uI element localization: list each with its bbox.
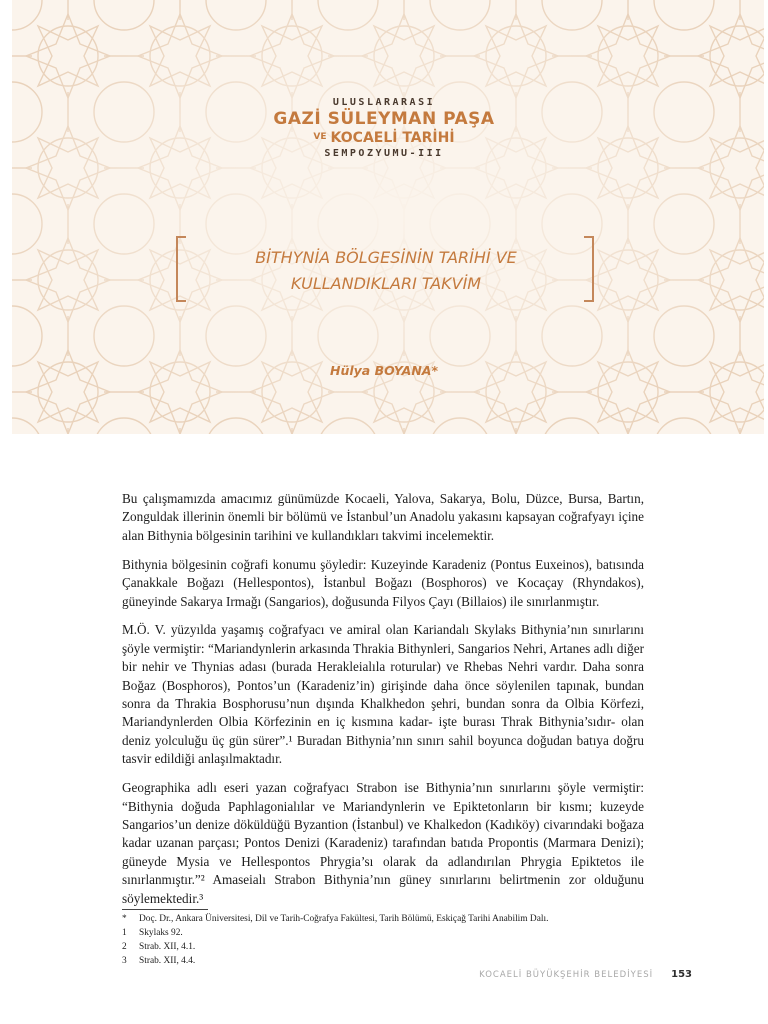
footnote-text: Skylaks 92. [139, 928, 183, 938]
symposium-logo [250, 96, 518, 161]
footnote-text: Strab. XII, 4.1. [139, 942, 196, 952]
title-bracket-right [584, 236, 594, 302]
paper-title-line-2: KULLANDIKLARI TAKVİM [290, 274, 482, 293]
logo-line-uluslararasi: ULUSLARARASI [332, 97, 436, 108]
paragraph-1: Bu çalışmamızda amacımız günümüzde Kocaeli, Yalova, Sakarya, Bolu, Düzce, Bursa, Bartın, Zonguldak illerinin önemli bir bölümü ve İstanbul’un Anadolu yakasını kapsayan coğrafyayı içine alan Bithynia bölgesinin tarihini ve kullandıkları takvimi incelemektir. [122, 491, 644, 543]
paper-title [196, 245, 576, 297]
footnote-item [122, 926, 682, 940]
footnote-divider [122, 909, 208, 910]
paper-title-line-1: BİTHYNİA BÖLGESİNİN TARİHİ VE [255, 248, 517, 267]
page-number: 153 [671, 969, 692, 980]
page-footer [470, 969, 692, 980]
logo-line-sempozyumu: SEMPOZYUMU-III [324, 148, 444, 159]
paragraph-2: Bithynia bölgesinin coğrafi konumu şöyledir: Kuzeyinde Karadeniz (Pontus Euxeinos), batısında Çanakkale Boğazı (Hellespontos), İstanbul Boğazı (Bosphoros) ve Kocaçay (Rhyndakos), güneyinde Sakarya Irmağı (Sangarios), doğusunda Filyos Çayı (Billaios) ile sınırlanmıştır. [122, 556, 644, 609]
footnote-marker: * [122, 914, 127, 924]
footnotes [122, 912, 682, 968]
footnote-marker: 2 [122, 942, 127, 952]
paragraph-4: Geographika adlı eseri yazan coğrafyacı Strabon ise Bithynia’nın sınırlarını şöyle vermiştir: “Bithynia doğuda Paphlagonialılar ve Mariandynlerin ve Epiktetonların bir kısmı; kuzeyde Sangarios’un denize döküldüğü Byzantion (İstanbul) ve Khalkedon (Kadıköy) civarındaki boğaza kadar uzanan parçası; Pontos Denizi (Karadeniz) tarafından batıda Propontis (Marmara Denizi); güneyde Mysia ve Hellespontos Phrygia’sı olarak da adlandırılan Phrygia Epiktetos ile sınırlanmıştır.”² Amaseialı Strabon Bithynia’nın güney sınırlarını belirtmenin zor olduğunu söylemektedir.³ [122, 780, 644, 906]
body-text [122, 490, 644, 919]
footnote-item [122, 912, 682, 926]
logo-kocaeli-tarihi-text: KOCAELİ TARİHİ [330, 130, 455, 146]
logo-ve: VE [313, 132, 327, 142]
title-bracket-left [176, 236, 186, 302]
footnote-item [122, 954, 682, 968]
logo-line-kocaeli-tarihi [250, 128, 518, 147]
footnote-marker: 3 [122, 956, 127, 966]
footer-publisher-label: KOCAELİ BÜYÜKŞEHİR BELEDİYESİ [479, 969, 654, 980]
logo-line-gazi-suleyman-pasa: GAZİ SÜLEYMAN PAŞA [273, 109, 495, 129]
paragraph-3: M.Ö. V. yüzyılda yaşamış coğrafyacı ve amiral olan Kariandalı Skylaks Bithynia’nın sınırlarını şöyle vermiştir: “Mariandynlerin arkasında Thrakia Bithynleri, Sangarios Nehri, Artanes adlı diğer bir nehir ve Thynias adası (burada Herakleialıla roturular) ve Rhebas Nehri vardır. Daha sonra Boğaz (Bosphoros), Pontos’un (Karadeniz’in) girişinde daha önce söylenilen tapınak, bundan sonra da Thrakia Bosphorusu’nun dışında Khalkhedon şehri, bundan sonra da Olbia Körfezi, Mariandynlerden Olbia Körfezinin en iç kısmına kadar- işte burası Thrak Bithynia’sıdır- olan deniz yolculuğu üç gün sürer”.¹ Buradan Bithynia’nın sınırı sahil boyunca doğudan batıya doğru tasvir edildiği anlaşılmaktadır. [122, 622, 644, 767]
footnote-text: Doç. Dr., Ankara Üniversitesi, Dil ve Tarih-Coğrafya Fakültesi, Tarih Bölümü, Eskiçağ Tarihi Anabilim Dalı. [139, 914, 549, 924]
author-name: Hülya BOYANA* [329, 363, 439, 378]
footnote-marker: 1 [122, 928, 127, 938]
footnote-item [122, 940, 682, 954]
footnote-text: Strab. XII, 4.4. [139, 956, 196, 966]
